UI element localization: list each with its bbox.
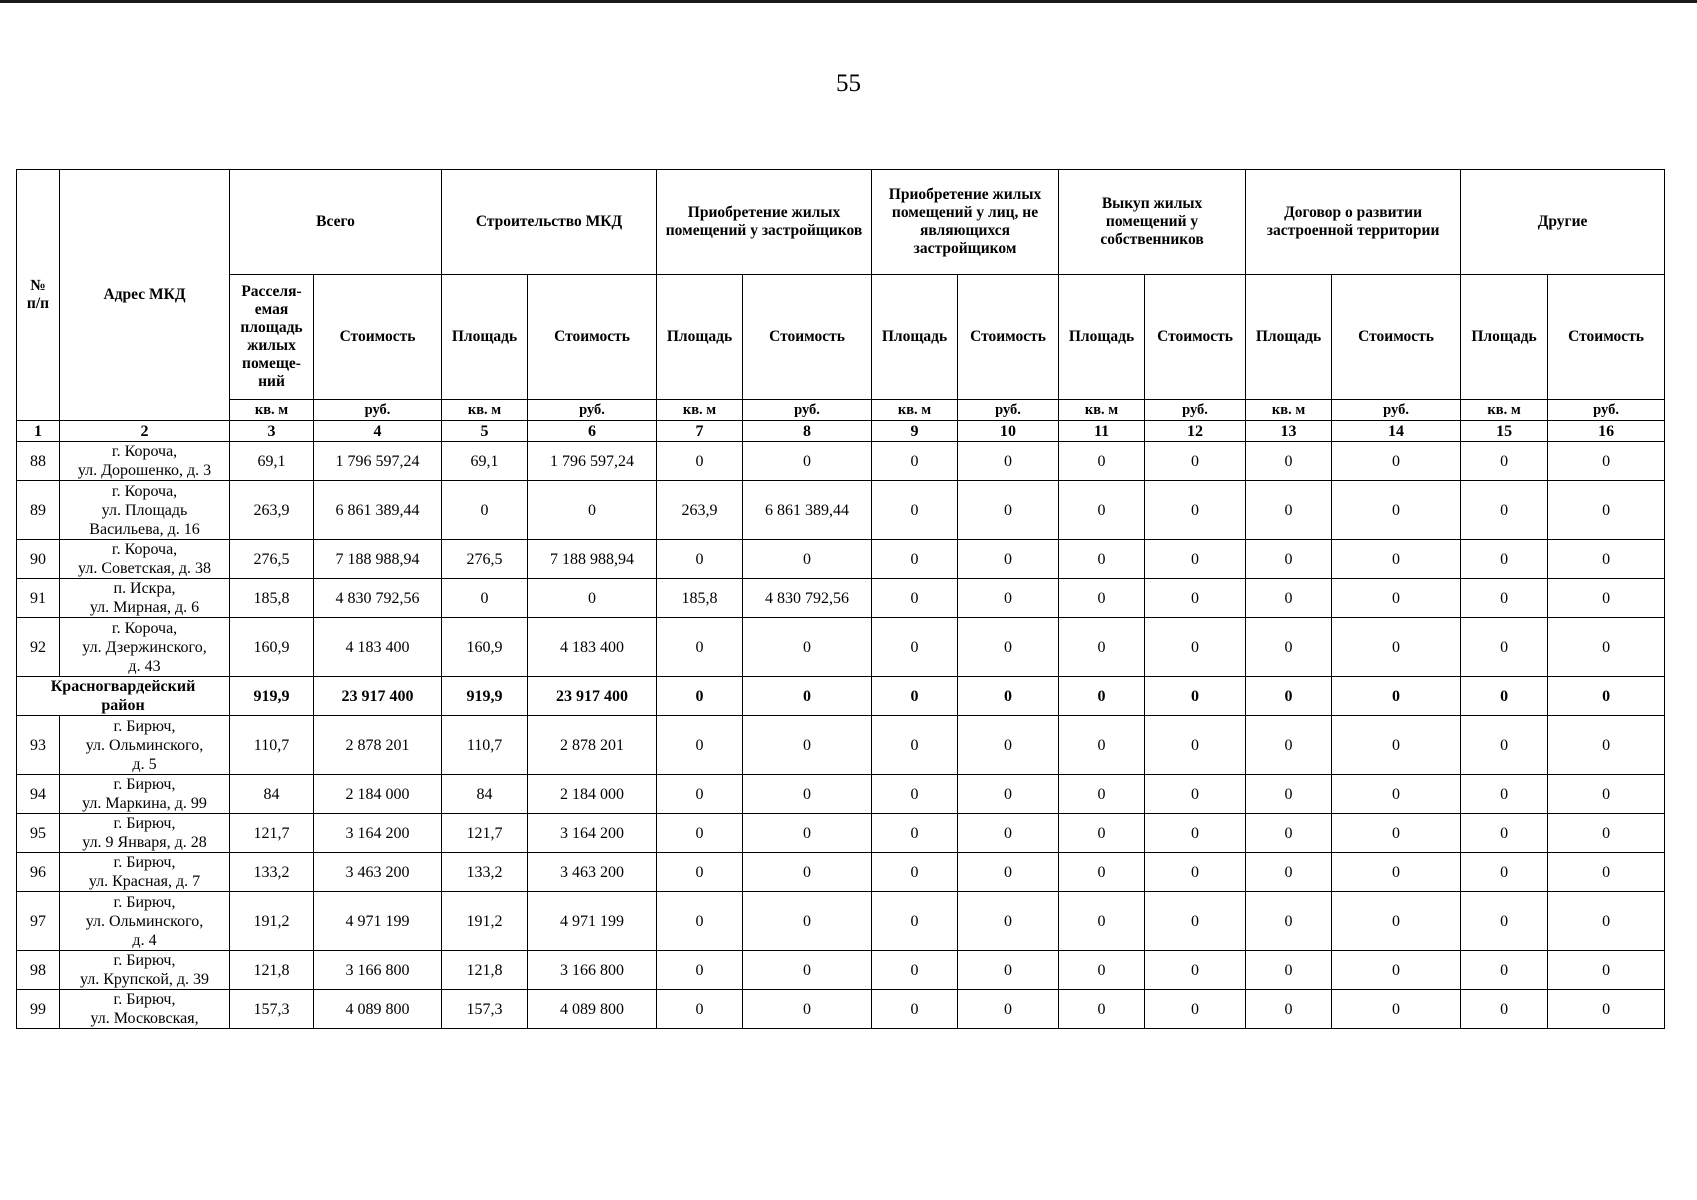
cell-value: 0: [958, 481, 1059, 540]
cell-value: 0: [1332, 853, 1461, 892]
cell-value: 0: [743, 814, 872, 853]
cell-value: 0: [1059, 814, 1145, 853]
cell-value: 7 188 988,94: [314, 540, 442, 579]
row-number: 98: [17, 951, 60, 990]
cell-value: 110,7: [230, 716, 314, 775]
cell-value: 4 183 400: [528, 618, 657, 677]
cell-value: 0: [1246, 481, 1332, 540]
row-address: г. Бирюч, ул. Московская,: [60, 990, 230, 1029]
cell-value: 133,2: [230, 853, 314, 892]
cell-value: 185,8: [657, 579, 743, 618]
cell-value: 0: [1059, 892, 1145, 951]
cell-value: 0: [1145, 853, 1246, 892]
header-column-number: 3: [230, 421, 314, 442]
header-unit: кв. м: [230, 400, 314, 421]
cell-value: 0: [442, 481, 528, 540]
header-column-number: 16: [1548, 421, 1665, 442]
cell-value: 23 917 400: [528, 677, 657, 716]
cell-value: 0: [872, 540, 958, 579]
cell-value: 121,8: [442, 951, 528, 990]
cell-value: 276,5: [442, 540, 528, 579]
cell-value: 0: [1548, 579, 1665, 618]
cell-value: 0: [1246, 716, 1332, 775]
header-column-number: 2: [60, 421, 230, 442]
cell-value: 0: [1246, 677, 1332, 716]
cell-value: 0: [1246, 442, 1332, 481]
cell-value: 0: [743, 775, 872, 814]
row-address: г. Бирюч, ул. Ольминского, д. 4: [60, 892, 230, 951]
cell-value: 0: [657, 814, 743, 853]
cell-value: 0: [958, 853, 1059, 892]
header-subcolumn: Стоимость: [1145, 275, 1246, 400]
header-subcolumn: Расселя- емая площадь жилых помеще- ний: [230, 275, 314, 400]
header-column-number: 1: [17, 421, 60, 442]
cell-value: 0: [1461, 716, 1548, 775]
cell-value: 2 878 201: [314, 716, 442, 775]
cell-value: 2 878 201: [528, 716, 657, 775]
cell-value: 0: [657, 618, 743, 677]
cell-value: 0: [1059, 853, 1145, 892]
cell-value: 0: [1059, 442, 1145, 481]
cell-value: 0: [1332, 579, 1461, 618]
district-total-row: [17, 677, 1665, 716]
cell-value: 2 184 000: [314, 775, 442, 814]
cell-value: 0: [743, 990, 872, 1029]
cell-value: 0: [1332, 677, 1461, 716]
cell-value: 0: [872, 677, 958, 716]
header-column-number: 6: [528, 421, 657, 442]
cell-value: 0: [872, 442, 958, 481]
cell-value: 1 796 597,24: [314, 442, 442, 481]
cell-value: 0: [657, 990, 743, 1029]
cell-value: 0: [1332, 951, 1461, 990]
header-unit: руб.: [743, 400, 872, 421]
row-address: г. Бирюч, ул. 9 Января, д. 28: [60, 814, 230, 853]
cell-value: 0: [958, 716, 1059, 775]
cell-value: 0: [1246, 951, 1332, 990]
row-number: 93: [17, 716, 60, 775]
cell-value: 0: [1548, 892, 1665, 951]
cell-value: 0: [1246, 540, 1332, 579]
page-number: 55: [836, 70, 861, 97]
table-row: [17, 892, 1665, 951]
cell-value: 0: [1145, 481, 1246, 540]
header-unit: руб.: [1548, 400, 1665, 421]
cell-value: 0: [872, 481, 958, 540]
cell-value: 0: [1332, 716, 1461, 775]
cell-value: 0: [657, 716, 743, 775]
cell-value: 0: [872, 775, 958, 814]
cell-value: 263,9: [657, 481, 743, 540]
cell-value: 23 917 400: [314, 677, 442, 716]
cell-value: 0: [1548, 677, 1665, 716]
table-row: [17, 579, 1665, 618]
cell-value: 0: [1059, 951, 1145, 990]
header-row-column-numbers: [17, 421, 1665, 442]
cell-value: 0: [442, 579, 528, 618]
cell-value: 0: [743, 853, 872, 892]
header-subcolumn: Площадь: [657, 275, 743, 400]
cell-value: 69,1: [442, 442, 528, 481]
cell-value: 0: [872, 853, 958, 892]
cell-value: 0: [1145, 951, 1246, 990]
header-unit: кв. м: [442, 400, 528, 421]
cell-value: 0: [872, 892, 958, 951]
cell-value: 0: [1461, 442, 1548, 481]
table-row: [17, 775, 1665, 814]
header-address: Адрес МКД: [60, 170, 230, 421]
cell-value: 0: [1548, 540, 1665, 579]
table-row: [17, 814, 1665, 853]
header-group-total: Всего: [230, 170, 442, 275]
header-unit: кв. м: [1461, 400, 1548, 421]
cell-value: 919,9: [442, 677, 528, 716]
header-row-subcolumns: [17, 275, 1665, 400]
cell-value: 0: [743, 716, 872, 775]
cell-value: 0: [958, 775, 1059, 814]
row-number: 99: [17, 990, 60, 1029]
header-column-number: 7: [657, 421, 743, 442]
top-border-line: [0, 0, 1697, 3]
header-subcolumn: Стоимость: [1548, 275, 1665, 400]
cell-value: 1 796 597,24: [528, 442, 657, 481]
header-group-construction: Строительство МКД: [442, 170, 657, 275]
cell-value: 0: [1059, 481, 1145, 540]
header-group-purchase-developers: Приобретение жилых помещений у застройщиков: [657, 170, 872, 275]
header-row-groups: [17, 170, 1665, 275]
cell-value: 0: [1461, 814, 1548, 853]
cell-value: 0: [1059, 677, 1145, 716]
header-unit: кв. м: [657, 400, 743, 421]
cell-value: 0: [1461, 892, 1548, 951]
cell-value: 3 166 800: [314, 951, 442, 990]
cell-value: 0: [1246, 990, 1332, 1029]
header-subcolumn: Стоимость: [314, 275, 442, 400]
cell-value: 0: [958, 579, 1059, 618]
header-group-other: Другие: [1461, 170, 1665, 275]
cell-value: 3 463 200: [314, 853, 442, 892]
cell-value: 0: [958, 442, 1059, 481]
cell-value: 3 164 200: [314, 814, 442, 853]
cell-value: 4 830 792,56: [314, 579, 442, 618]
table-row: [17, 481, 1665, 540]
row-number: 96: [17, 853, 60, 892]
cell-value: 0: [1145, 618, 1246, 677]
cell-value: 0: [1548, 442, 1665, 481]
cell-value: 0: [1059, 618, 1145, 677]
header-column-number: 12: [1145, 421, 1246, 442]
cell-value: 0: [743, 540, 872, 579]
row-number: 89: [17, 481, 60, 540]
cell-value: 0: [1332, 481, 1461, 540]
header-unit: руб.: [1145, 400, 1246, 421]
cell-value: 0: [1059, 990, 1145, 1029]
header-unit: кв. м: [1059, 400, 1145, 421]
cell-value: 0: [958, 618, 1059, 677]
cell-value: 3 164 200: [528, 814, 657, 853]
resettlement-table: [16, 169, 1665, 1029]
row-number: 94: [17, 775, 60, 814]
cell-value: 121,7: [442, 814, 528, 853]
header-subcolumn: Стоимость: [1332, 275, 1461, 400]
header-group-territory-agreement: Договор о развитии застроенной территории: [1246, 170, 1461, 275]
header-subcolumn: Площадь: [1461, 275, 1548, 400]
cell-value: 0: [1332, 442, 1461, 481]
cell-value: 4 089 800: [528, 990, 657, 1029]
header-column-number: 4: [314, 421, 442, 442]
header-column-number: 15: [1461, 421, 1548, 442]
cell-value: 0: [1145, 990, 1246, 1029]
cell-value: 0: [872, 951, 958, 990]
cell-value: 4 089 800: [314, 990, 442, 1029]
header-subcolumn: Площадь: [1246, 275, 1332, 400]
cell-value: 4 830 792,56: [743, 579, 872, 618]
cell-value: 0: [657, 775, 743, 814]
cell-value: 0: [1461, 990, 1548, 1029]
header-unit: руб.: [958, 400, 1059, 421]
header-unit: руб.: [1332, 400, 1461, 421]
cell-value: 4 183 400: [314, 618, 442, 677]
cell-value: 0: [1548, 814, 1665, 853]
cell-value: 0: [1461, 579, 1548, 618]
cell-value: 110,7: [442, 716, 528, 775]
cell-value: 0: [958, 677, 1059, 716]
cell-value: 0: [743, 677, 872, 716]
cell-value: 0: [743, 618, 872, 677]
cell-value: 0: [657, 853, 743, 892]
cell-value: 0: [743, 951, 872, 990]
cell-value: 0: [1332, 775, 1461, 814]
cell-value: 0: [1461, 951, 1548, 990]
cell-value: 0: [1548, 775, 1665, 814]
header-unit: руб.: [314, 400, 442, 421]
header-column-number: 13: [1246, 421, 1332, 442]
cell-value: 0: [1059, 579, 1145, 618]
header-column-number: 14: [1332, 421, 1461, 442]
header-column-number: 10: [958, 421, 1059, 442]
table-row: [17, 716, 1665, 775]
cell-value: 0: [1145, 892, 1246, 951]
header-subcolumn: Площадь: [872, 275, 958, 400]
cell-value: 4 971 199: [314, 892, 442, 951]
cell-value: 276,5: [230, 540, 314, 579]
cell-value: 0: [528, 481, 657, 540]
cell-value: 6 861 389,44: [743, 481, 872, 540]
header-group-purchase-non-developers: Приобретение жилых помещений у лиц, не являющихся застройщиком: [872, 170, 1059, 275]
cell-value: 4 971 199: [528, 892, 657, 951]
table-row: [17, 951, 1665, 990]
cell-value: 919,9: [230, 677, 314, 716]
cell-value: 0: [1548, 951, 1665, 990]
row-address: г. Бирюч, ул. Крупской, д. 39: [60, 951, 230, 990]
cell-value: 185,8: [230, 579, 314, 618]
cell-value: 0: [743, 442, 872, 481]
header-subcolumn: Стоимость: [958, 275, 1059, 400]
header-num: № п/п: [17, 170, 60, 421]
table-row: [17, 618, 1665, 677]
row-number: 91: [17, 579, 60, 618]
cell-value: 0: [1246, 579, 1332, 618]
cell-value: 3 166 800: [528, 951, 657, 990]
cell-value: 263,9: [230, 481, 314, 540]
header-row-units: [17, 400, 1665, 421]
header-unit: кв. м: [872, 400, 958, 421]
row-address: г. Короча, ул. Площадь Васильева, д. 16: [60, 481, 230, 540]
row-address: г. Короча, ул. Советская, д. 38: [60, 540, 230, 579]
cell-value: 0: [1461, 677, 1548, 716]
cell-value: 6 861 389,44: [314, 481, 442, 540]
cell-value: 84: [230, 775, 314, 814]
table-row: [17, 540, 1665, 579]
row-address: г. Короча, ул. Дзержинского, д. 43: [60, 618, 230, 677]
cell-value: 69,1: [230, 442, 314, 481]
row-address: п. Искра, ул. Мирная, д. 6: [60, 579, 230, 618]
cell-value: 0: [528, 579, 657, 618]
table-row: [17, 990, 1665, 1029]
cell-value: 121,8: [230, 951, 314, 990]
cell-value: 0: [1332, 990, 1461, 1029]
row-address: г. Бирюч, ул. Маркина, д. 99: [60, 775, 230, 814]
cell-value: 0: [1145, 775, 1246, 814]
cell-value: 0: [1145, 579, 1246, 618]
cell-value: 0: [1145, 677, 1246, 716]
row-number: 90: [17, 540, 60, 579]
cell-value: 157,3: [442, 990, 528, 1029]
cell-value: 0: [1059, 540, 1145, 579]
cell-value: 0: [1246, 814, 1332, 853]
cell-value: 0: [1059, 716, 1145, 775]
cell-value: 2 184 000: [528, 775, 657, 814]
header-column-number: 5: [442, 421, 528, 442]
cell-value: 0: [872, 618, 958, 677]
header-subcolumn: Площадь: [1059, 275, 1145, 400]
cell-value: 7 188 988,94: [528, 540, 657, 579]
cell-value: 0: [1332, 892, 1461, 951]
cell-value: 191,2: [230, 892, 314, 951]
cell-value: 0: [1145, 814, 1246, 853]
cell-value: 0: [1332, 814, 1461, 853]
cell-value: 0: [1461, 853, 1548, 892]
cell-value: 0: [958, 540, 1059, 579]
cell-value: 0: [1548, 716, 1665, 775]
cell-value: 0: [1332, 540, 1461, 579]
header-subcolumn: Стоимость: [528, 275, 657, 400]
cell-value: 0: [1332, 618, 1461, 677]
cell-value: 191,2: [442, 892, 528, 951]
cell-value: 0: [657, 442, 743, 481]
cell-value: 0: [743, 892, 872, 951]
header-column-number: 9: [872, 421, 958, 442]
header-unit: руб.: [528, 400, 657, 421]
cell-value: 0: [1548, 481, 1665, 540]
cell-value: 0: [958, 892, 1059, 951]
cell-value: 0: [958, 951, 1059, 990]
header-group-buyout-owners: Выкуп жилых помещений у собственников: [1059, 170, 1246, 275]
cell-value: 0: [657, 540, 743, 579]
cell-value: 0: [872, 814, 958, 853]
table-row: [17, 442, 1665, 481]
cell-value: 133,2: [442, 853, 528, 892]
cell-value: 0: [958, 814, 1059, 853]
cell-value: 0: [1145, 442, 1246, 481]
cell-value: 0: [1548, 618, 1665, 677]
row-address: г. Бирюч, ул. Ольминского, д. 5: [60, 716, 230, 775]
cell-value: 0: [657, 951, 743, 990]
cell-value: 0: [1246, 618, 1332, 677]
cell-value: 84: [442, 775, 528, 814]
header-unit: кв. м: [1246, 400, 1332, 421]
cell-value: 0: [1145, 716, 1246, 775]
cell-value: 3 463 200: [528, 853, 657, 892]
district-name: Красногвардейский район: [17, 677, 230, 716]
row-address: г. Короча, ул. Дорошенко, д. 3: [60, 442, 230, 481]
cell-value: 0: [1145, 540, 1246, 579]
cell-value: 0: [657, 677, 743, 716]
cell-value: 157,3: [230, 990, 314, 1029]
cell-value: 0: [1461, 618, 1548, 677]
cell-value: 0: [1059, 775, 1145, 814]
cell-value: 0: [872, 990, 958, 1029]
cell-value: 0: [958, 990, 1059, 1029]
cell-value: 0: [1548, 853, 1665, 892]
header-subcolumn: Площадь: [442, 275, 528, 400]
cell-value: 0: [1246, 775, 1332, 814]
row-number: 88: [17, 442, 60, 481]
cell-value: 160,9: [442, 618, 528, 677]
cell-value: 0: [1246, 853, 1332, 892]
header-column-number: 8: [743, 421, 872, 442]
cell-value: 0: [1548, 990, 1665, 1029]
header-column-number: 11: [1059, 421, 1145, 442]
header-subcolumn: Стоимость: [743, 275, 872, 400]
table-body: [17, 442, 1665, 1029]
cell-value: 0: [1246, 892, 1332, 951]
row-address: г. Бирюч, ул. Красная, д. 7: [60, 853, 230, 892]
cell-value: 0: [657, 892, 743, 951]
cell-value: 0: [872, 716, 958, 775]
cell-value: 0: [872, 579, 958, 618]
cell-value: 0: [1461, 481, 1548, 540]
row-number: 97: [17, 892, 60, 951]
cell-value: 0: [1461, 540, 1548, 579]
cell-value: 160,9: [230, 618, 314, 677]
cell-value: 121,7: [230, 814, 314, 853]
table-row: [17, 853, 1665, 892]
row-number: 92: [17, 618, 60, 677]
cell-value: 0: [1461, 775, 1548, 814]
row-number: 95: [17, 814, 60, 853]
